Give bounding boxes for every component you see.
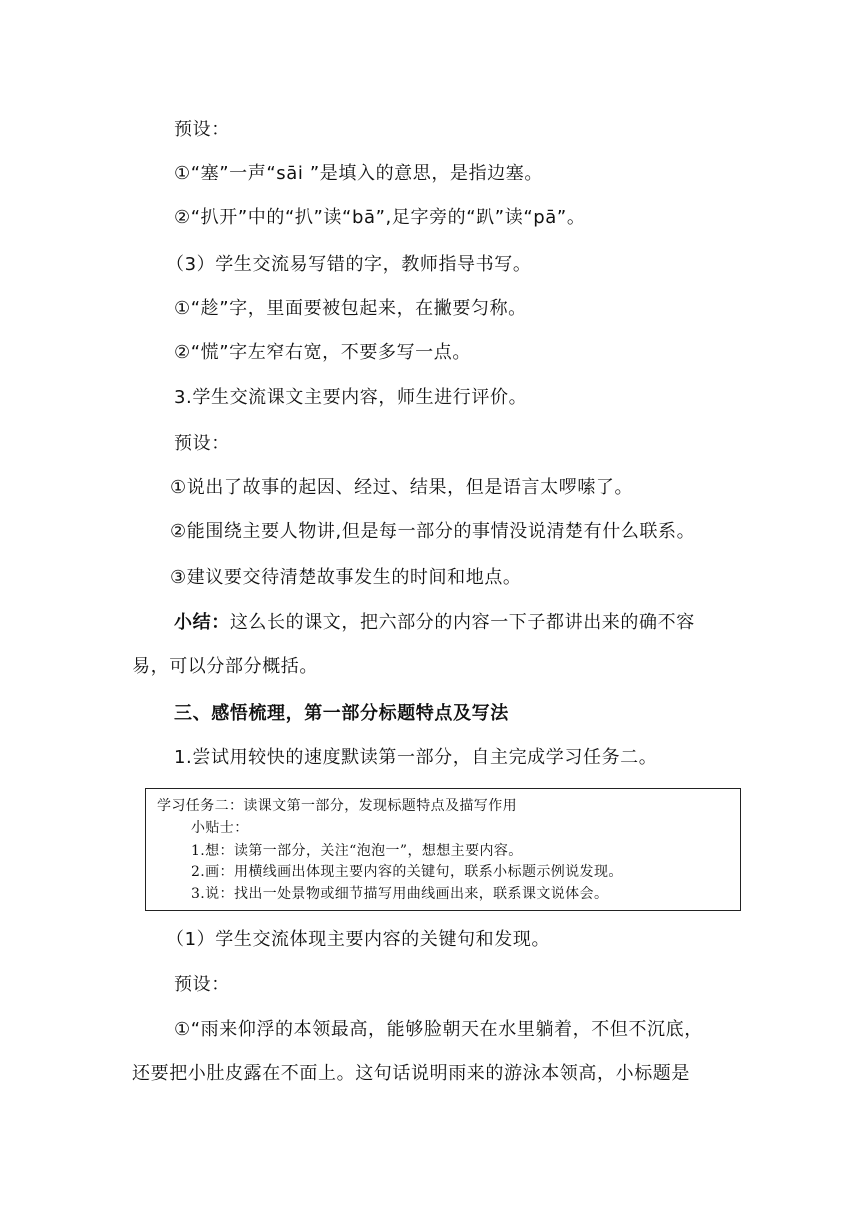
task-box-item-3: 3.说：找出一处景物或细节描写用曲线画出来，联系课文说体会。 [191, 886, 609, 902]
step-3-main-content: 3.学生交流课文主要内容，师生进行评价。 [174, 387, 528, 408]
step-3-error-prone-chars: （3）学生交流易写错的字，教师指导书写。 [166, 254, 532, 275]
task-box-item-2: 2.画：用横线画出体现主要内容的关键句，联系小标题示例说发现。 [191, 864, 623, 880]
preset-answer-line-1: ①“雨来仰浮的本领最高，能够脸朝天在水里躺着，不但不沉底， [174, 1019, 703, 1040]
preset-feedback-3: ③建议要交待清楚故事发生的时间和地点。 [170, 567, 522, 588]
preset-label-3: 预设： [174, 974, 230, 995]
summary-label: 小结： [174, 612, 230, 633]
step-1-silent-reading: 1.尝试用较快的速度默读第一部分，自主完成学习任务二。 [174, 747, 658, 768]
summary-text: 这么长的课文，把六部分的内容一下子都讲出来的确不容 [229, 612, 695, 633]
learning-task-box [145, 788, 741, 911]
preset-answer-line-2: 还要把小肚皮露在不面上。这句话说明雨来的游泳本领高，小标题是 [132, 1063, 690, 1084]
section-heading-3: 三、感悟梳理，第一部分标题特点及写法 [174, 703, 509, 724]
preset-feedback-2: ②能围绕主要人物讲,但是每一部分的事情没说清楚有什么联系。 [170, 521, 696, 542]
preset-feedback-1: ①说出了故事的起因、经过、结果，但是语言太啰嗦了。 [170, 477, 634, 498]
preset-item-sai: ①“塞”一声“sāi ”是填入的意思，是指边塞。 [174, 163, 543, 184]
task-box-title: 学习任务二：读课文第一部分，发现标题特点及描写作用 [157, 798, 517, 814]
summary-continuation: 易，可以分部分概括。 [132, 656, 318, 677]
char-tip-1: ①“趁”字，里面要被包起来，在撇要匀称。 [174, 298, 527, 319]
preset-label-2: 预设： [174, 433, 230, 454]
preset-label-1: 预设： [174, 119, 230, 140]
step-1-key-sentence: （1）学生交流体现主要内容的关键句和发现。 [166, 929, 551, 950]
summary-line [174, 611, 695, 635]
char-tip-2: ②“慌”字左窄右宽，不要多写一点。 [174, 342, 471, 363]
task-box-tips-label: 小贴士： [191, 820, 249, 836]
task-box-item-1: 1.想：读第一部分，关注“泡泡一”，想想主要内容。 [191, 843, 523, 859]
preset-item-ba: ②“扒开”中的“扒”读“bā”,足字旁的“趴”读“pā”。 [174, 207, 586, 228]
